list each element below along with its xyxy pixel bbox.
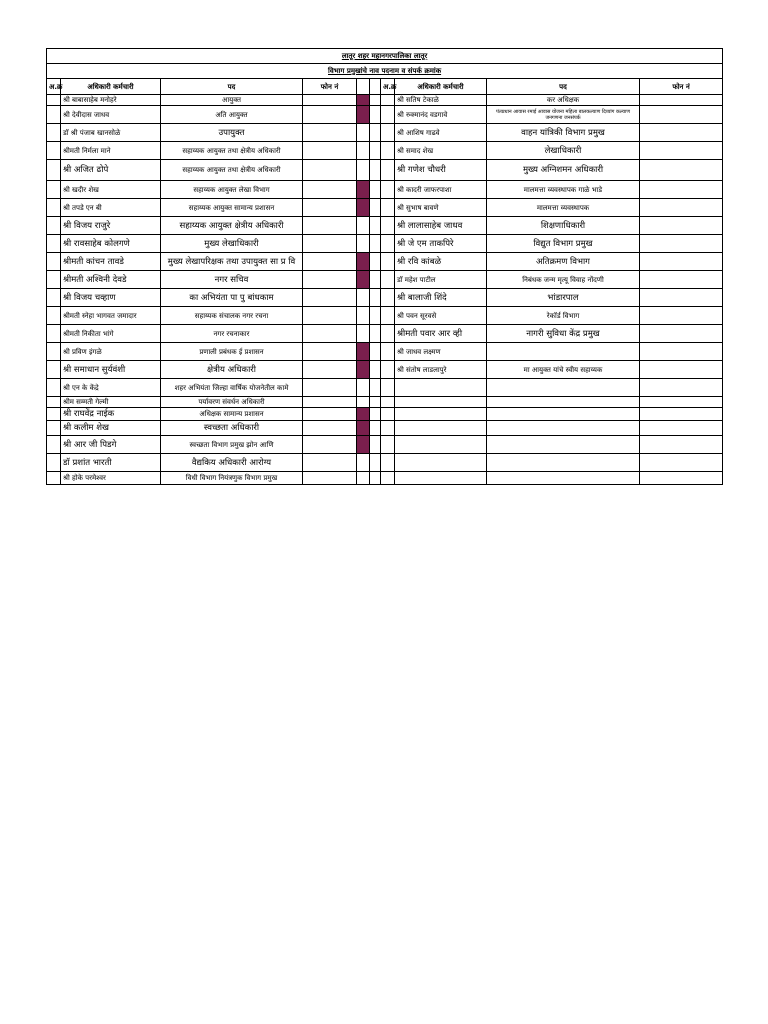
row-post-left: शहर अभियंता जिल्हा वार्षिक योजनेतील कामे — [161, 379, 303, 397]
row-phone-right — [640, 124, 723, 142]
row-post-right: अतिक्रमण विभाग — [487, 253, 640, 271]
row-sr-right — [381, 408, 395, 421]
row-phone-left — [303, 95, 357, 106]
row-name-left: श्री कलीम शेख — [61, 421, 161, 436]
row-marker — [357, 379, 370, 397]
row-phone-left — [303, 325, 357, 343]
row-post-right — [487, 379, 640, 397]
row-name-left: श्री अजित ढोपे — [61, 160, 161, 181]
row-sr-left — [47, 124, 61, 142]
row-phone-left — [303, 199, 357, 217]
row-post-left: का अभियंता पा पु बांधकाम — [161, 289, 303, 307]
row-phone-left — [303, 454, 357, 472]
table-row — [47, 421, 723, 436]
row-post-right: मा आयुक्त यांचे स्वीय सहाय्यक — [487, 361, 640, 379]
row-marker — [357, 142, 370, 160]
row-phone-left — [303, 361, 357, 379]
contact-table — [46, 48, 723, 485]
row-spacer — [370, 436, 381, 454]
row-marker — [357, 343, 370, 361]
row-post-right: निबंधक जन्म मृत्यू विवाह नोंदणी — [487, 271, 640, 289]
header-sr-left: अ.क्र — [47, 79, 61, 95]
row-spacer — [370, 95, 381, 106]
row-sr-left — [47, 235, 61, 253]
row-name-right — [395, 421, 487, 436]
row-spacer — [370, 454, 381, 472]
row-marker — [357, 325, 370, 343]
row-phone-right — [640, 343, 723, 361]
row-name-left: श्रीमती अश्विनी देवडे — [61, 271, 161, 289]
row-post-left: सहाय्यक आयुक्त तथा क्षेत्रीय अधिकारी — [161, 142, 303, 160]
row-sr-right — [381, 307, 395, 325]
row-name-left: श्री प्रविण इंगळे — [61, 343, 161, 361]
row-spacer — [370, 289, 381, 307]
header-phone-right: फोन नं — [640, 79, 723, 95]
row-post-right: नागरी सुविधा केंद्र प्रमुख — [487, 325, 640, 343]
table-row — [47, 95, 723, 106]
row-sr-right — [381, 253, 395, 271]
row-post-left: उपायुक्त — [161, 124, 303, 142]
row-sr-right — [381, 199, 395, 217]
row-phone-right — [640, 421, 723, 436]
row-marker — [357, 472, 370, 485]
row-post-left: विधी विभाग नियंत्रणुक विभाग प्रमुख — [161, 472, 303, 485]
row-name-left: डॉ श्री पंजाब खानसोळे — [61, 124, 161, 142]
row-name-right — [395, 436, 487, 454]
row-spacer — [370, 472, 381, 485]
table-subtitle: विभाग प्रमुखांचे नाव पदनाम व संपर्क क्रमांक — [47, 64, 723, 79]
row-marker — [357, 181, 370, 199]
row-sr-left — [47, 472, 61, 485]
table-row — [47, 199, 723, 217]
row-phone-left — [303, 217, 357, 235]
row-sr-right — [381, 106, 395, 124]
row-post-right: भांडारपाल — [487, 289, 640, 307]
row-post-right: मालमत्ता व्यवस्थापक गाळे भाडे — [487, 181, 640, 199]
row-phone-left — [303, 142, 357, 160]
row-name-left: श्रीमती स्नेहा भागवत जमादार — [61, 307, 161, 325]
row-sr-left — [47, 307, 61, 325]
table-row — [47, 253, 723, 271]
row-marker — [357, 421, 370, 436]
row-sr-right — [381, 217, 395, 235]
row-spacer — [370, 325, 381, 343]
header-spacer-a — [357, 79, 370, 95]
row-post-right: रेकॉर्ड विभाग — [487, 307, 640, 325]
row-name-right: श्री बालाजी शिंदे — [395, 289, 487, 307]
row-post-right — [487, 436, 640, 454]
row-phone-left — [303, 472, 357, 485]
row-phone-right — [640, 199, 723, 217]
table-row — [47, 379, 723, 397]
row-name-right — [395, 408, 487, 421]
row-marker — [357, 271, 370, 289]
table-row — [47, 472, 723, 485]
row-sr-right — [381, 325, 395, 343]
row-name-right: श्री कादरी जाफरपाशा — [395, 181, 487, 199]
row-spacer — [370, 199, 381, 217]
row-name-left: श्री विजय राजुरे — [61, 217, 161, 235]
row-marker — [357, 397, 370, 408]
row-post-right: मुख्य अग्निशमन अधिकारी — [487, 160, 640, 181]
table-row — [47, 307, 723, 325]
row-name-right — [395, 472, 487, 485]
row-sr-left — [47, 408, 61, 421]
row-marker — [357, 361, 370, 379]
row-marker — [357, 289, 370, 307]
row-sr-right — [381, 361, 395, 379]
row-post-left: अति आयुक्त — [161, 106, 303, 124]
row-sr-right — [381, 95, 395, 106]
row-name-right: श्री रुक्मानंद वडगावे — [395, 106, 487, 124]
row-marker — [357, 106, 370, 124]
row-name-right: श्री समाद शेख — [395, 142, 487, 160]
row-name-left: श्रीमती निकीता भांगे — [61, 325, 161, 343]
row-sr-left — [47, 217, 61, 235]
header-post-left: पद — [161, 79, 303, 95]
row-phone-left — [303, 160, 357, 181]
row-phone-left — [303, 436, 357, 454]
row-post-right: पंतप्रधान आवास रमाई आवास योजना महिला बालकल्याण दिव्यांग कल्याण जनगणना जनसंपर्क — [487, 106, 640, 124]
row-spacer — [370, 124, 381, 142]
table-row — [47, 217, 723, 235]
row-sr-left — [47, 289, 61, 307]
row-name-right: श्री संतोष लाडलापुरे — [395, 361, 487, 379]
row-sr-left — [47, 95, 61, 106]
row-post-left: आयुक्त — [161, 95, 303, 106]
row-marker — [357, 436, 370, 454]
row-phone-right — [640, 181, 723, 199]
row-phone-left — [303, 343, 357, 361]
row-name-right: श्री सुभाष बावणे — [395, 199, 487, 217]
row-phone-left — [303, 106, 357, 124]
header-post-right: पद — [487, 79, 640, 95]
row-name-left: श्रीमती निर्मला माने — [61, 142, 161, 160]
header-sr-right: अ.क्र — [381, 79, 395, 95]
row-phone-left — [303, 253, 357, 271]
row-name-left: श्री होके परमेश्वर — [61, 472, 161, 485]
row-post-left: सहाय्यक आयुक्त क्षेत्रीय अधिकारी — [161, 217, 303, 235]
row-name-right: श्रीमती पवार आर व्ही — [395, 325, 487, 343]
row-phone-right — [640, 307, 723, 325]
row-name-right: श्री जाधव लक्ष्मण — [395, 343, 487, 361]
row-sr-right — [381, 454, 395, 472]
row-post-right: मालमत्ता व्यवस्थापक — [487, 199, 640, 217]
row-post-right — [487, 397, 640, 408]
header-phone-left: फोन नं — [303, 79, 357, 95]
row-marker — [357, 408, 370, 421]
row-name-right: श्री रवि कांबळे — [395, 253, 487, 271]
row-sr-right — [381, 379, 395, 397]
row-name-right — [395, 379, 487, 397]
row-post-right — [487, 421, 640, 436]
row-name-left: श्री देवीदास जाधव — [61, 106, 161, 124]
row-phone-right — [640, 472, 723, 485]
row-name-left: श्री खदीर शेख — [61, 181, 161, 199]
row-spacer — [370, 217, 381, 235]
row-marker — [357, 160, 370, 181]
row-name-left: श्री आर जी पिडगे — [61, 436, 161, 454]
header-row — [47, 79, 723, 95]
row-phone-right — [640, 454, 723, 472]
row-phone-left — [303, 124, 357, 142]
row-sr-left — [47, 181, 61, 199]
table-row — [47, 142, 723, 160]
row-name-left: डॉ प्रशांत भारती — [61, 454, 161, 472]
row-phone-right — [640, 142, 723, 160]
row-post-right — [487, 343, 640, 361]
row-spacer — [370, 307, 381, 325]
row-sr-right — [381, 142, 395, 160]
header-spacer-b — [370, 79, 381, 95]
row-sr-left — [47, 253, 61, 271]
row-spacer — [370, 361, 381, 379]
row-post-right: शिक्षणाधिकारी — [487, 217, 640, 235]
row-name-right: श्री सतिष टेकाळे — [395, 95, 487, 106]
row-sr-right — [381, 289, 395, 307]
row-name-left: श्री तपडे एन बी — [61, 199, 161, 217]
row-name-left: श्री एन के केंद्रे — [61, 379, 161, 397]
row-post-left: मुख्य लेखाधिकारी — [161, 235, 303, 253]
row-post-left: प्रणाली प्रबंधक ई प्रशासन — [161, 343, 303, 361]
row-phone-left — [303, 271, 357, 289]
table-row — [47, 160, 723, 181]
row-name-left: श्रीमती कांचन तावडे — [61, 253, 161, 271]
row-sr-left — [47, 379, 61, 397]
row-name-right: डॉ महेश पाटील — [395, 271, 487, 289]
row-sr-right — [381, 472, 395, 485]
row-spacer — [370, 408, 381, 421]
row-spacer — [370, 343, 381, 361]
row-phone-right — [640, 271, 723, 289]
row-sr-left — [47, 325, 61, 343]
row-sr-left — [47, 397, 61, 408]
row-post-left: मुख्य लेखापरिक्षक तथा उपायुक्त सा प्र वि — [161, 253, 303, 271]
row-post-left: अधिक्षक सामान्य प्रशासन — [161, 408, 303, 421]
row-marker — [357, 95, 370, 106]
row-sr-right — [381, 271, 395, 289]
row-marker — [357, 307, 370, 325]
row-phone-right — [640, 95, 723, 106]
header-name-left: अधिकारी कर्मचारी — [61, 79, 161, 95]
row-sr-right — [381, 343, 395, 361]
row-post-left: सहाय्यक आयुक्त तथा क्षेत्रीय अधिकारी — [161, 160, 303, 181]
table-row — [47, 124, 723, 142]
row-sr-right — [381, 124, 395, 142]
row-post-left: पर्यावरण संवर्धन अधिकारी — [161, 397, 303, 408]
table-row — [47, 361, 723, 379]
row-sr-right — [381, 160, 395, 181]
row-post-left: क्षेत्रीय अधिकारी — [161, 361, 303, 379]
row-phone-right — [640, 397, 723, 408]
row-post-right — [487, 472, 640, 485]
row-post-left: स्वच्छता विभाग प्रमुख झोन आणि — [161, 436, 303, 454]
row-post-left: सहाय्यक आयुक्त सामान्य प्रशासन — [161, 199, 303, 217]
row-post-right: कर अधिक्षक — [487, 95, 640, 106]
row-phone-right — [640, 235, 723, 253]
row-spacer — [370, 160, 381, 181]
row-post-left: सहाय्यक आयुक्त लेखा विभाग — [161, 181, 303, 199]
table-row — [47, 289, 723, 307]
row-sr-left — [47, 343, 61, 361]
row-phone-right — [640, 325, 723, 343]
row-name-right: श्री पवन सूरवसे — [395, 307, 487, 325]
row-spacer — [370, 397, 381, 408]
row-name-right: श्री लालासाहेब जाधव — [395, 217, 487, 235]
row-phone-right — [640, 379, 723, 397]
row-sr-right — [381, 235, 395, 253]
table-row — [47, 181, 723, 199]
row-name-right — [395, 397, 487, 408]
table-row — [47, 325, 723, 343]
row-sr-left — [47, 160, 61, 181]
row-spacer — [370, 235, 381, 253]
row-sr-right — [381, 436, 395, 454]
row-spacer — [370, 253, 381, 271]
row-name-right: श्री जे एम ताकपिरे — [395, 235, 487, 253]
row-marker — [357, 253, 370, 271]
row-sr-left — [47, 142, 61, 160]
row-name-left: श्रीम सम्मती गेल्मी — [61, 397, 161, 408]
row-phone-right — [640, 106, 723, 124]
header-name-right: अधिकारी कर्मचारी — [395, 79, 487, 95]
row-post-left: सहाय्यक संचालक नगर रचना — [161, 307, 303, 325]
row-phone-left — [303, 181, 357, 199]
row-spacer — [370, 379, 381, 397]
row-phone-left — [303, 235, 357, 253]
row-post-right: लेखाधिकारी — [487, 142, 640, 160]
row-phone-right — [640, 436, 723, 454]
row-marker — [357, 199, 370, 217]
row-phone-left — [303, 307, 357, 325]
row-post-left: स्वच्छता अधिकारी — [161, 421, 303, 436]
row-post-left: वैद्यकिय अधिकारी आरोग्य — [161, 454, 303, 472]
row-phone-left — [303, 379, 357, 397]
table-row — [47, 235, 723, 253]
row-sr-right — [381, 181, 395, 199]
row-sr-left — [47, 436, 61, 454]
table-row — [47, 271, 723, 289]
row-post-right: वाहन यांत्रिकी विभाग प्रमुख — [487, 124, 640, 142]
table-row — [47, 106, 723, 124]
row-spacer — [370, 142, 381, 160]
row-spacer — [370, 181, 381, 199]
row-phone-right — [640, 289, 723, 307]
row-post-left: नगर सचिव — [161, 271, 303, 289]
row-phone-left — [303, 408, 357, 421]
row-post-left: नगर रचनाकार — [161, 325, 303, 343]
row-phone-right — [640, 408, 723, 421]
row-phone-right — [640, 217, 723, 235]
row-phone-left — [303, 289, 357, 307]
table-title: लातूर शहर महानगरपालिका लातूर — [47, 49, 723, 64]
row-phone-right — [640, 253, 723, 271]
row-name-right: श्री आशिष गाढवे — [395, 124, 487, 142]
row-sr-left — [47, 271, 61, 289]
row-sr-left — [47, 199, 61, 217]
row-name-left: श्री विजय चव्हाण — [61, 289, 161, 307]
row-marker — [357, 454, 370, 472]
row-name-left: श्री राघवेंद्र नाईक — [61, 408, 161, 421]
row-sr-right — [381, 397, 395, 408]
row-sr-right — [381, 421, 395, 436]
row-sr-left — [47, 106, 61, 124]
row-phone-right — [640, 160, 723, 181]
row-name-right: श्री गणेश चौधरी — [395, 160, 487, 181]
row-name-left: श्री बाबासाहेब मनोहरे — [61, 95, 161, 106]
row-name-left: श्री रावसाहेब कोलगणे — [61, 235, 161, 253]
row-post-right — [487, 454, 640, 472]
table-row — [47, 454, 723, 472]
row-marker — [357, 217, 370, 235]
row-sr-left — [47, 361, 61, 379]
row-phone-left — [303, 421, 357, 436]
row-phone-left — [303, 397, 357, 408]
row-sr-left — [47, 421, 61, 436]
row-marker — [357, 235, 370, 253]
row-phone-right — [640, 361, 723, 379]
row-marker — [357, 124, 370, 142]
table-row — [47, 343, 723, 361]
table-row — [47, 408, 723, 421]
row-post-right — [487, 408, 640, 421]
row-post-right: विद्युत विभाग प्रमुख — [487, 235, 640, 253]
row-spacer — [370, 271, 381, 289]
row-name-right — [395, 454, 487, 472]
table-row — [47, 397, 723, 408]
row-spacer — [370, 106, 381, 124]
row-sr-left — [47, 454, 61, 472]
row-spacer — [370, 421, 381, 436]
table-row — [47, 436, 723, 454]
row-name-left: श्री समाधान सुर्यवंशी — [61, 361, 161, 379]
